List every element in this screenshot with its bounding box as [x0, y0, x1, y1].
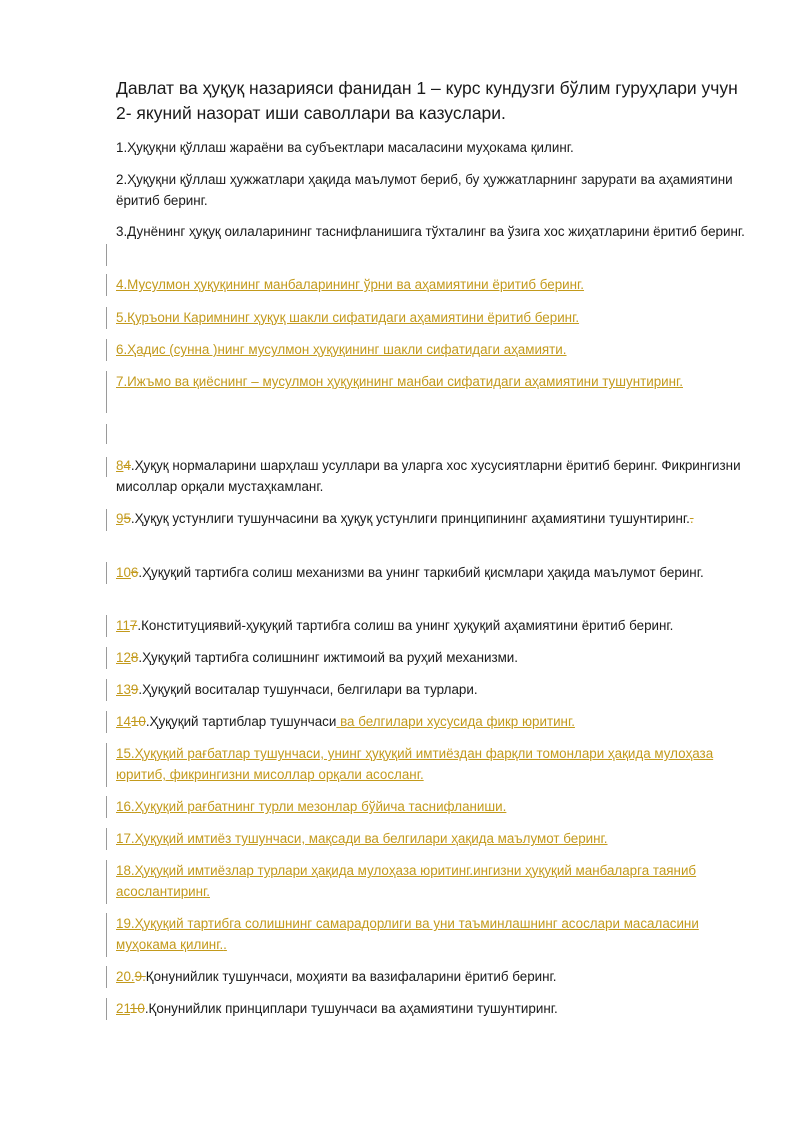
- change-bar: [106, 615, 107, 637]
- question-8: [116, 455, 746, 497]
- question-text: .Ҳуқуқий тартибга солишнинг ижтимоий ва руҳий механизми.: [138, 650, 518, 665]
- deleted-number: 9.: [134, 969, 146, 984]
- change-bar: [106, 244, 107, 266]
- question-text: .Конституциявий-ҳуқуқий тартибга солиш ва унинг ҳуқуқий аҳамиятини ёритиб беринг.: [137, 618, 674, 633]
- question-20: [116, 966, 746, 987]
- change-bar: [106, 274, 107, 296]
- change-bar: [106, 966, 107, 988]
- change-bar: [106, 679, 107, 701]
- question-4-inserted: 4.Мусулмон ҳуқуқининг манбаларининг ўрни ва аҳамиятини ёритиб беринг.: [116, 277, 585, 292]
- question-11: [116, 615, 746, 636]
- change-bar: [106, 424, 107, 444]
- question-3: 3.Дунёнинг ҳуқуқ оилаларининг таснифланишига тўхталинг ва ўзига хос жиҳатларини ёритиб беринг.: [116, 224, 745, 239]
- question-7-inserted: 7.Ижъмо ва қиёснинг – мусулмон ҳуқуқининг манбаи сифатидаги аҳамиятини тушунтиринг.: [116, 374, 683, 389]
- question-10: [116, 562, 746, 583]
- change-bar: [106, 860, 107, 904]
- change-bar: [106, 796, 107, 818]
- change-bar: [106, 913, 107, 957]
- inserted-number: 13: [116, 682, 131, 697]
- change-bar: [106, 371, 107, 413]
- question-12: [116, 647, 746, 668]
- deleted-number: 10: [130, 714, 146, 729]
- question-14: [116, 711, 746, 732]
- deleted-punctuation: .: [689, 511, 694, 526]
- question-text: .Ҳуқуқий тартиблар тушунчаси: [145, 714, 337, 729]
- inserted-number: 12: [116, 650, 131, 665]
- question-9: [116, 508, 746, 529]
- question-1: 1.Ҳуқуқни қўллаш жараёни ва субъектлари масаласини муҳокама қилинг.: [116, 140, 574, 155]
- inserted-number: 14: [116, 714, 131, 729]
- deleted-number: 10: [129, 1001, 145, 1016]
- question-2: 2.Ҳуқуқни қўллаш ҳужжатлари ҳақида маълумот бериб, бу ҳужжатларнинг зарурати ва аҳамиятини ёритиб беринг.: [116, 172, 733, 208]
- question-15-inserted: 15.Ҳуқуқий рағбатлар тушунчаси, унинг ҳуқуқий имтиёздан фарқли томонлари ҳақида мулоҳаза юритиб, фикрингизни мисоллар орқали асосланг.: [116, 746, 714, 782]
- deleted-number: 8: [130, 650, 139, 665]
- change-bar: [106, 339, 107, 361]
- change-bar: [106, 562, 107, 584]
- inserted-number: 10: [116, 565, 131, 580]
- inserted-text: ва белгилари хусусида фикр юритинг.: [336, 714, 575, 729]
- deleted-number: 6: [130, 565, 139, 580]
- inserted-number: 9: [116, 511, 124, 526]
- question-18-inserted: 18.Ҳуқуқий имтиёзлар турлари ҳақида мулоҳаза юритинг.ингизни ҳуқуқий манбаларга таяниб асослантиринг.: [116, 863, 697, 899]
- deleted-number: 5: [123, 511, 131, 526]
- question-16-inserted: 16.Ҳуқуқий рағбатнинг турли мезонлар бўйича таснифланиши.: [116, 799, 507, 814]
- deleted-number: 4: [123, 458, 131, 473]
- question-13: [116, 679, 746, 700]
- deleted-number: 7: [129, 618, 138, 633]
- question-text: .Ҳуқуқий воситалар тушунчаси, белгилари ва турлари.: [138, 682, 478, 697]
- change-bar: [106, 509, 107, 531]
- question-text: .Қонунийлик принциплари тушунчаси ва аҳамиятини тушунтиринг.: [144, 1001, 558, 1016]
- question-text: .Ҳуқуқий тартибга солиш механизми ва унинг таркибий қисмлари ҳақида маълумот беринг.: [138, 565, 704, 580]
- change-bar: [106, 743, 107, 787]
- change-bar: [106, 711, 107, 733]
- inserted-punctuation: .: [223, 937, 227, 952]
- question-text: .Ҳуқуқ устунлиги тушунчасини ва ҳуқуқ устунлиги принципининг аҳамиятини тушунтиринг.: [130, 511, 690, 526]
- question-17-inserted: 17.Ҳуқуқий имтиёз тушунчаси, мақсади ва белгилари ҳақида маълумот беринг.: [116, 831, 608, 846]
- change-bar: [106, 307, 107, 329]
- document-title: Давлат ва ҳуқуқ назарияси фанидан 1 – курс кундузги бўлим гуруҳлари учун 2- якуний назорат иши саволлари ва казуслари.: [116, 78, 738, 123]
- inserted-number: 8: [116, 458, 124, 473]
- inserted-number: 21: [116, 1001, 130, 1016]
- question-19-inserted: [116, 913, 746, 955]
- question-text: Қонунийлик тушунчаси, моҳияти ва вазифаларини ёритиб беринг.: [145, 969, 557, 984]
- question-5-inserted: 5.Қуръони Каримнинг ҳуқуқ шакли сифатидаги аҳамиятини ёритиб беринг.: [116, 310, 580, 325]
- question-6-inserted: 6.Ҳадис (сунна )нинг мусулмон ҳуқуқининг шакли сифатидаги аҳамияти.: [116, 342, 567, 357]
- question-text: .Ҳуқуқ нормаларини шарҳлаш усуллари ва уларга хос хусусиятларни ёритиб беринг. Фикрингизни мисоллар орқали мустаҳкамланг.: [116, 458, 741, 494]
- question-text: 19.Ҳуқуқий тартибга солишнинг самарадорлиги ва уни таъминлашнинг асослари масаласини муҳокама қилинг.: [116, 916, 699, 952]
- inserted-number: 11: [116, 618, 130, 633]
- inserted-number: 20.: [116, 969, 135, 984]
- change-bar: [106, 647, 107, 669]
- change-bar: [106, 998, 107, 1020]
- change-bar: [106, 457, 107, 477]
- change-bar: [106, 828, 107, 850]
- question-21: [116, 998, 746, 1019]
- deleted-number: 9: [130, 682, 139, 697]
